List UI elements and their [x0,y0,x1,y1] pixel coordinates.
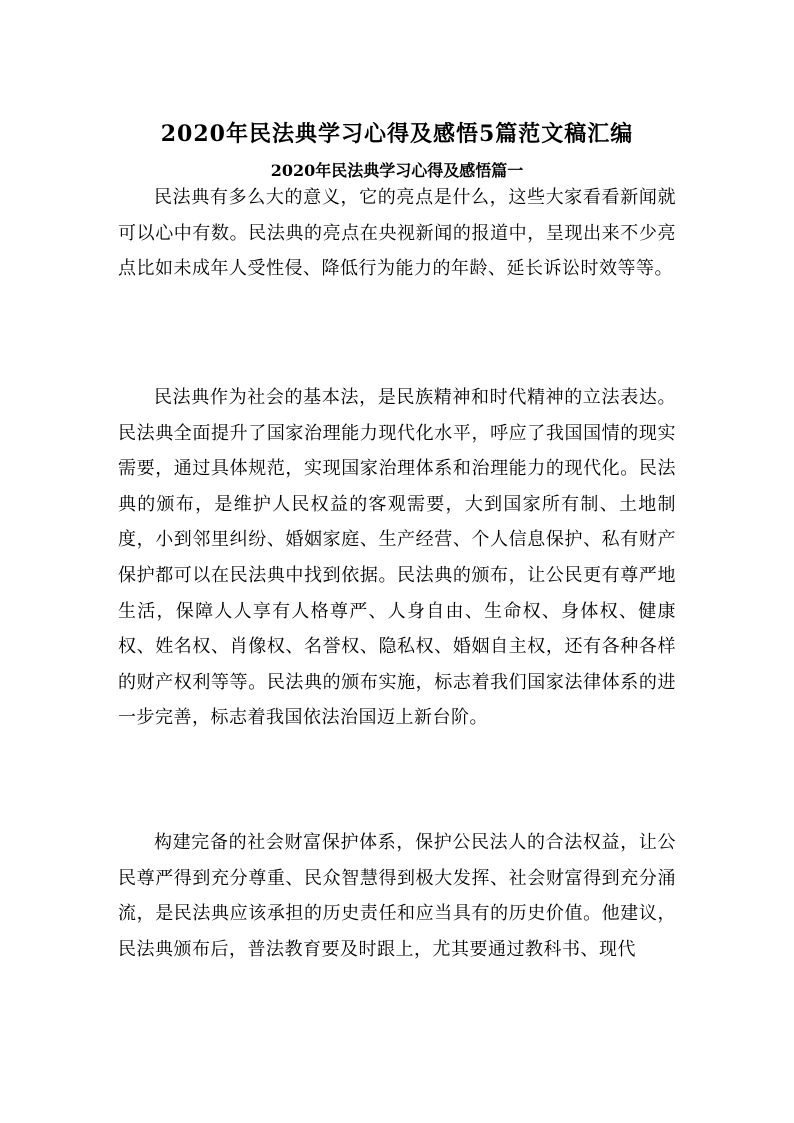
document-page [118,0,676,1123]
body-paragraph-2: 民法典作为社会的基本法，是民族精神和时代精神的立法表达。民法典全面提升了国家治理能力现代化水平，呼应了我国国情的现实需要，通过具体规范，实现国家治理体系和治理能力的现代化。民法典的颁布，是维护人民权益的客观需要，大到国家所有制、土地制度，小到邻里纠纷、婚姻家庭、生产经营、个人信息保护、私有财产保护都可以在民法典中找到依据。民法典的颁布，让公民更有尊严地生活，保障人人享有人格尊严、人身自由、生命权、身体权、健康权、姓名权、肖像权、名誉权、隐私权、婚姻自主权，还有各种各样的财产权利等等。民法典的颁布实施，标志着我们国家法律体系的进一步完善，标志着我国依法治国迈上新台阶。 [118,387,676,729]
body-paragraph-1: 民法典有多么大的意义，它的亮点是什么，这些大家看看新闻就可以心中有数。民法典的亮点在央视新闻的报道中，呈现出来不少亮点比如未成年人受性侵、降低行为能力的年龄、延长诉讼时效等等。 [118,187,676,280]
section-heading: 2020年民法典学习心得及感悟篇一 [270,161,524,181]
body-paragraph-3: 构建完备的社会财富保护体系，保护公民法人的合法权益，让公民尊严得到充分尊重、民众智慧得到极大发挥、社会财富得到充分涌流，是民法典应该承担的历史责任和应当具有的历史价值。他建议，民法典颁布后，普法教育要及时跟上，尤其要通过教科书、现代 [118,832,676,960]
document-title: 2020年民法典学习心得及感悟5篇范文稿汇编 [160,120,634,147]
